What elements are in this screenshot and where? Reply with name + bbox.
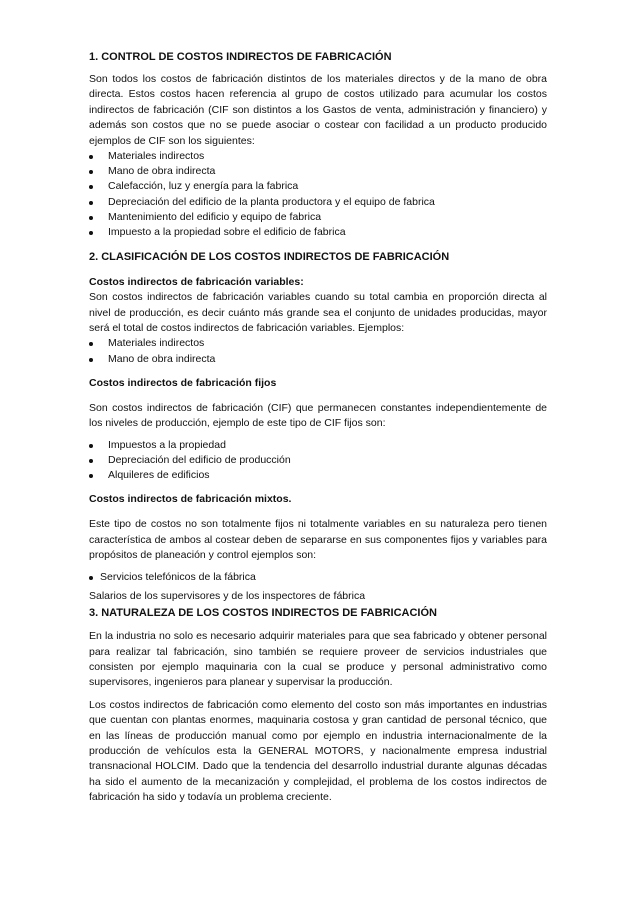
list-item: Materiales indirectos	[89, 336, 547, 351]
list-item: Impuestos a la propiedad	[89, 438, 547, 453]
fixed-costs-paragraph: Son costos indirectos de fabricación (CIF) que permanecen constantes independientemente de los niveles de producción, ejemplo de este tipo de CIF fijos son:	[89, 401, 547, 430]
bullet-icon	[89, 444, 93, 448]
bullet-icon	[89, 342, 93, 346]
bullet-icon	[89, 216, 93, 220]
list-item: Mano de obra indirecta	[89, 164, 547, 179]
section-3-heading: 3. NATURALEZA DE LOS COSTOS INDIRECTOS DE FABRICACIÓN	[89, 607, 437, 620]
mixed-costs-paragraph: Este tipo de costos no son totalmente fijos ni totalmente variables en su naturaleza pero tienen característica de ambos al costear deben de separarse en sus componentes fijos y variables para propósitos de planeación y control ejemplos son:	[89, 518, 547, 562]
cif-examples-list	[89, 149, 547, 240]
list-item: Mano de obra indirecta	[89, 352, 547, 367]
section-1-paragraph: Son todos los costos de fabricación distintos de los materiales directos y de la mano de obra directa. Estos costos hacen referencia al grupo de costos utilizado para acumular los costos indirectos de fabricación (CIF son distintos a los Gastos de venta, administración y financiero) y además son costos que no se puede asociar o costear con facilidad a un producto producido ejemplos de CIF son los siguientes:	[89, 73, 547, 147]
list-item: Alquileres de edificios	[89, 468, 547, 483]
fixed-costs-list	[89, 438, 547, 484]
section-3-paragraph-2: Los costos indirectos de fabricación como elemento del costo son más importantes en industrias que cuentan con plantas enormes, maquinaria costosa y gran cantidad de personal técnico, que en las líneas de producción manual como por ejemplo en industria internacionalmente de la producción de vehículos esta la GENERAL MOTORS, y nacionalmente empresa industrial transnacional HOLCIM. Dado que la tendencia del desarrollo industrial durante algunas décadas ha sido el aumento de la mecanización y complejidad, el problema de los costos indirectos de fabricación ha sido y todavía un problema creciente.	[89, 698, 547, 804]
variable-costs-paragraph: Son costos indirectos de fabricación variables cuando su total cambia en proporción directa al nivel de producción, es decir cuánto más grande sea el conjunto de unidades producidas, mayor será el total de costos indirectos de fabricación variables. Ejemplos:	[89, 291, 547, 335]
list-item: Mantenimiento del edificio y equipo de fabrica	[89, 210, 547, 225]
bullet-icon	[89, 155, 93, 159]
variable-costs-title: Costos indirectos de fabricación variables:	[89, 276, 304, 289]
mixed-costs-title: Costos indirectos de fabricación mixtos.	[89, 493, 292, 506]
bullet-icon	[89, 231, 93, 235]
section-2-heading: 2. CLASIFICACIÓN DE LOS COSTOS INDIRECTOS DE FABRICACIÓN	[89, 251, 450, 264]
mixed-costs-list	[89, 570, 547, 585]
bullet-icon	[89, 576, 93, 580]
mixed-costs-extra-line: Salarios de los supervisores y de los inspectores de fábrica	[89, 589, 366, 602]
variable-costs-list	[89, 336, 547, 366]
list-item: Calefacción, luz y energía para la fabrica	[89, 179, 547, 194]
bullet-icon	[89, 170, 93, 174]
fixed-costs-title: Costos indirectos de fabricación fijos	[89, 376, 277, 389]
bullet-icon	[89, 474, 93, 478]
bullet-icon	[89, 358, 93, 362]
bullet-icon	[89, 459, 93, 463]
bullet-icon	[89, 201, 93, 205]
list-item: Materiales indirectos	[89, 149, 547, 164]
section-3-paragraph-1: En la industria no solo es necesario adquirir materiales para que sea fabricado y obtener personal para realizar tal fabricación, sino también se requiere proveer de servicios industriales que consisten por ejemplo maquinaria con la cual se produce y personal administrativo como supervisores, ingenieros para planear y supervisar la producción.	[89, 630, 547, 689]
document-page	[89, 50, 547, 806]
list-item: Servicios telefónicos de la fábrica	[89, 570, 547, 585]
list-item: Impuesto a la propiedad sobre el edificio de fabrica	[89, 225, 547, 240]
list-item: Depreciación del edificio de la planta productora y el equipo de fabrica	[89, 195, 547, 210]
bullet-icon	[89, 185, 93, 189]
section-1-heading: 1. CONTROL DE COSTOS INDIRECTOS DE FABRICACIÓN	[89, 51, 392, 63]
list-item: Depreciación del edificio de producción	[89, 453, 547, 468]
